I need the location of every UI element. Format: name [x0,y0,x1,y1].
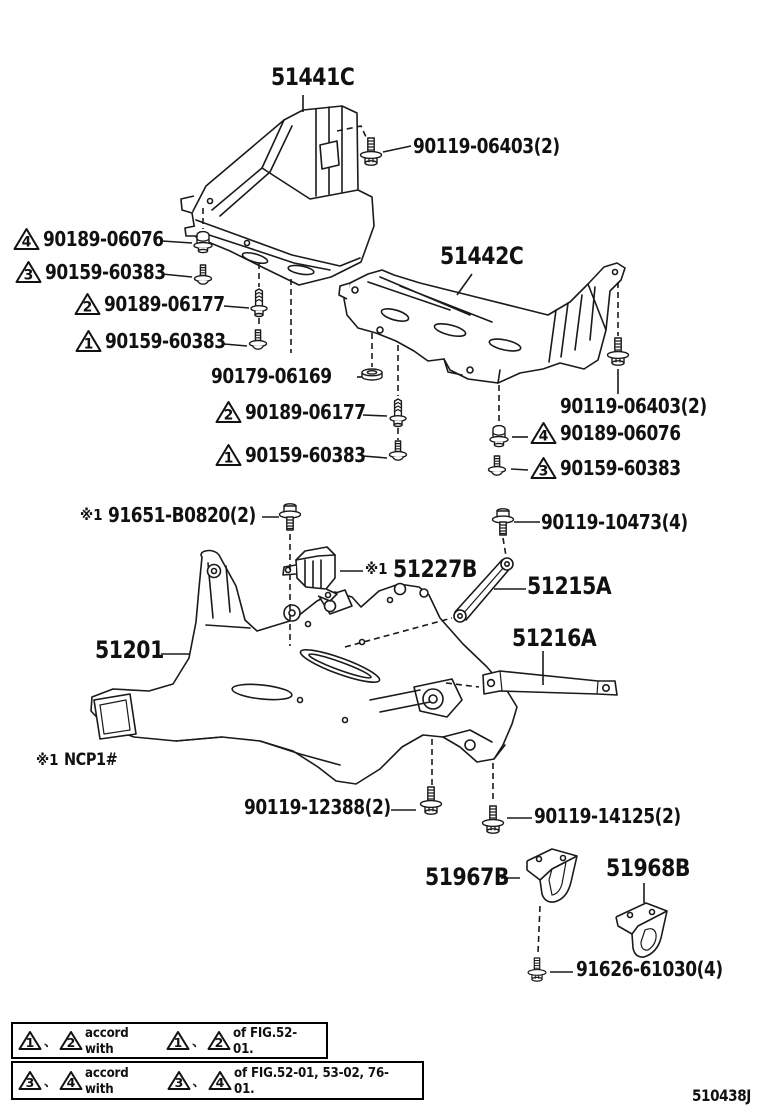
part-code-51201 [95,637,176,663]
flange-bolt-icon [280,504,301,530]
flange-bolt-icon [361,138,382,165]
callout-90189-06177-mid [215,400,387,424]
part-number: 90119-10473(4) [541,510,688,534]
separator: 、 [192,1035,206,1050]
triangle-marker [59,1070,83,1091]
bracket-51968b-drawing [616,903,667,957]
callout-90159-60383-mid [215,443,387,467]
svg-text:2: 2 [223,407,234,424]
model-code: NCP1# [64,750,118,770]
triangle-marker [59,1030,83,1051]
callout-90119-12388 [244,795,417,819]
triangle-marker [208,1070,232,1091]
svg-text:2: 2 [214,1035,224,1050]
part-number: 90119-12388(2) [244,795,391,819]
part-number: 51441C [271,63,355,91]
nut-icon [362,369,382,380]
callout-90119-06403-top [413,134,586,158]
svg-text:4: 4 [21,234,32,251]
part-number: 51967B [425,863,509,891]
flange-bolt-icon [421,787,442,814]
legend-text: of FIG.52-01. [233,1024,298,1057]
flange-bolt-icon [493,509,514,535]
legend-text: of FIG.52-01, 53-02, 76-01. [233,1064,389,1097]
note-ref-marker: ※1 [365,560,388,578]
screw-icon [489,456,506,475]
callout-91651-b0820 [80,503,282,527]
svg-text:3: 3 [174,1075,183,1090]
svg-text:3: 3 [538,463,549,480]
part-number: 90119-14125(2) [534,804,681,828]
flange-bolt-icon [528,958,546,981]
callout-90119-14125 [534,804,707,828]
part-number: 51215A [527,572,612,600]
triangle-marker [74,292,101,316]
part-number: 90159-60383 [105,329,226,353]
callout-90179-06169 [211,364,353,388]
part-number: 51968B [606,854,690,882]
part-code-51967b [425,864,524,890]
triangle-marker [207,1030,231,1051]
screw-icon [390,441,407,460]
grommet-clip-icon [490,426,508,447]
push-pin-icon [390,399,406,427]
callout-90189-06177-left [74,292,246,316]
part-number: 51216A [512,624,597,652]
separator: 、 [44,1075,58,1090]
triangle-marker [15,260,42,284]
triangle-marker [215,400,242,424]
legend-row-2 [11,1061,424,1100]
part-number: 90179-06169 [211,364,332,388]
svg-text:1: 1 [173,1035,183,1050]
svg-text:3: 3 [23,267,34,284]
part-number: 90189-06076 [43,227,164,251]
model-applicability-note [36,748,127,772]
triangle-marker [75,329,102,353]
engine-under-cover-lh-51441c-drawing [181,106,374,285]
legend-text: accord with [85,1064,129,1097]
part-number: 90159-60383 [245,443,366,467]
separator: 、 [44,1035,58,1050]
brace-51216a-drawing [483,671,617,695]
triangle-marker [215,443,242,467]
svg-text:2: 2 [82,299,93,316]
part-number: 51227B [393,555,478,583]
callout-90189-06076-left [13,227,185,251]
part-code-51442c [440,243,538,269]
grommet-clip-icon [194,232,212,253]
part-code-51227b [365,556,492,582]
triangle-marker [166,1030,190,1051]
note-ref-marker: ※1 [80,506,103,524]
svg-text:1: 1 [83,336,94,353]
legend-text: accord with [85,1024,129,1057]
callout-90159-60383-right [530,456,702,480]
part-number: 90159-60383 [45,260,166,284]
triangle-marker [18,1070,42,1091]
push-pin-icon [251,289,267,317]
triangle-marker [530,456,557,480]
legend-row-1 [11,1022,328,1059]
svg-text:4: 4 [215,1075,224,1090]
callout-90159-60383-left-a [15,260,187,284]
bracket-51967b-drawing [527,849,577,902]
callout-90159-60383-left-b [75,329,247,353]
flange-bolt-icon [608,338,629,365]
part-code-51968b [606,855,705,881]
part-code-51215a [527,573,626,599]
part-number: 90119-06403(2) [560,394,707,418]
part-number: 90189-06177 [245,400,366,424]
callout-90189-06076-right [530,421,702,445]
part-code-51216a [512,625,611,651]
svg-text:3: 3 [25,1075,35,1090]
part-number: 91651-B0820(2) [108,503,256,527]
svg-text:4: 4 [538,428,549,445]
part-number: 90189-06076 [560,421,681,445]
part-number: 90119-06403(2) [413,134,560,158]
damper-mass-51227b-drawing [283,547,337,601]
triangle-marker [13,227,40,251]
part-number: 51201 [95,636,164,664]
figure-code: 510438J [692,1086,751,1105]
engine-under-cover-rh-51442c-drawing [339,263,625,383]
part-number: 91626-61030(4) [576,957,723,981]
screw-icon [195,265,212,284]
part-number: 51442C [440,242,524,270]
part-number: 90159-60383 [560,456,681,480]
svg-text:1: 1 [25,1035,35,1050]
svg-text:4: 4 [66,1075,76,1090]
flange-bolt-icon [483,806,504,833]
separator: 、 [192,1075,206,1090]
svg-text:1: 1 [223,450,234,467]
screw-icon [250,330,267,349]
callout-91626-61030 [576,957,749,981]
triangle-marker [18,1030,42,1051]
part-number: 90189-06177 [104,292,225,316]
svg-text:2: 2 [66,1035,76,1050]
note-ref-marker: ※1 [36,751,59,769]
triangle-marker [167,1070,191,1091]
callout-90119-06403-right [560,394,733,418]
callout-90119-10473 [541,510,714,534]
triangle-marker [530,421,557,445]
part-code-51441c [271,64,369,90]
